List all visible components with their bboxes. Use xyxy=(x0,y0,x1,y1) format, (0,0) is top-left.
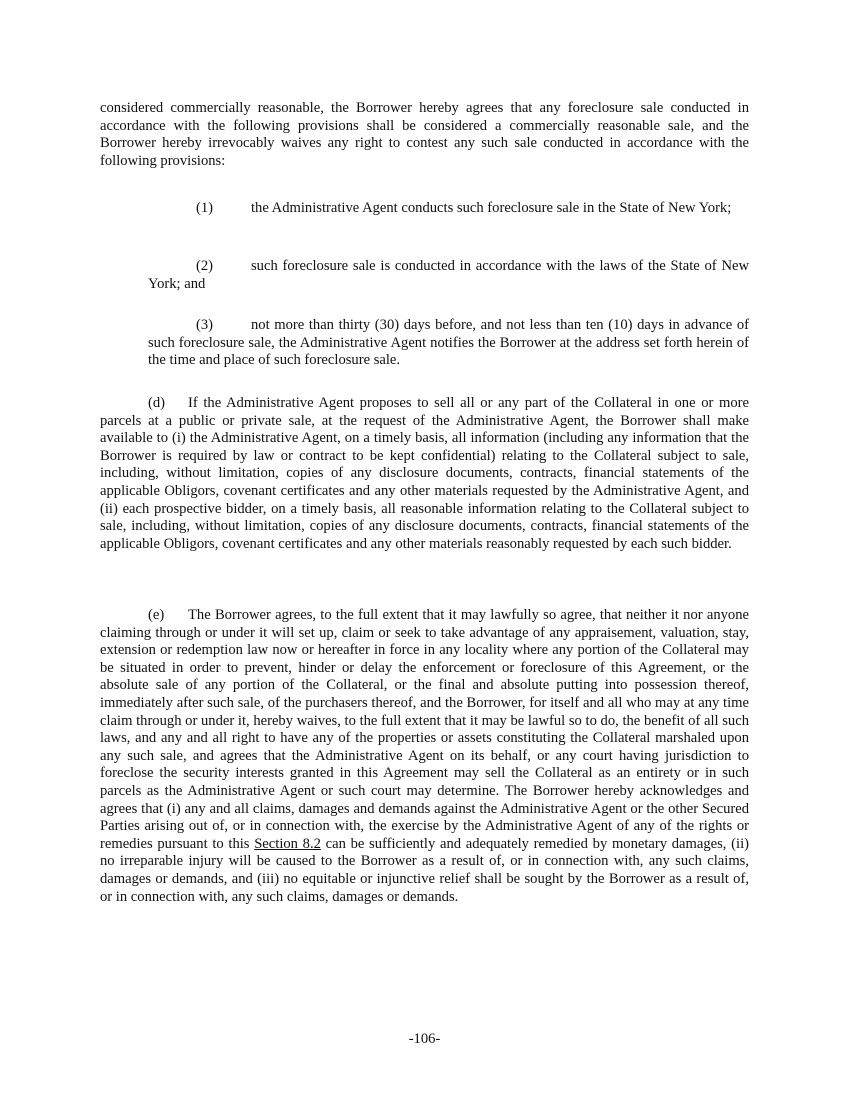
paragraph-e-text-end: can be sufficiently and adequately remedied by monetary damages, (ii) no irreparable injury will be caused to the Borrower as a result of, or in connection with, any such claims, damages or demands, and (iii) no equitable or injunctive relief shall be sought by the Borrower as a result of, or in connection with, any such claims, damages or demands. xyxy=(100,835,749,905)
paragraph-e-text: The Borrower agrees, to the full extent that it may lawfully so agree, that neither it nor anyone claiming through or under it will set up, claim or seek to take advantage of any appraisement, valuation, stay, extension or redemption law now or hereafter in force in any locality where any portion of the Collateral may be situated in order to prevent, hinder or delay the enforcement or foreclosure of this Agreement, or the absolute sale of any portion of the Collateral, or the final and absolute putting into possession thereof, immediately after such sale, of the purchasers thereof, and the Borrower, for itself and all who may at any time claim through or under it, hereby waives, to the full extent that it may be lawful so to do, the benefit of all such laws, and any and all right to have any of the properties or assets constituting the Collateral marshaled upon any such sale, and agrees that the Administrative Agent on its behalf, or any court having jurisdiction to foreclose the security interests granted in this Agreement may sell the Collateral as an entirety or in such parcels as the Administrative Agent or such court may determine. The Borrower hereby acknowledges and agrees that (i) any and all claims, damages and demands against the Administrative Agent or the other Secured Parties arising out of, or in connection with, the exercise by the Administrative Agent of any of the rights or remedies pursuant to this xyxy=(100,607,749,852)
paragraph-d-text: If the Administrative Agent proposes to sell all or any part of the Collateral in one or more parcels at a public or private sale, at the request of the Administrative Agent, the Borrower shall make available to (i) the Administrative Agent, on a timely basis, all information (including any information that the Borrower is required by law or contract to be kept confidential) relating to the Collateral subject to sale, including, without limitation, copies of any disclosure documents, contracts, financial statements of the applicable Obligors, covenant certificates and any other materials requested by the Administrative Agent, and (ii) each prospective bidder, on a timely basis, all reasonable information relating to the Collateral subject to sale, including, without limitation, copies of any disclosure documents, contracts, financial statements of the applicable Obligors, covenant certificates and any other materials reasonably requested by each such bidder. xyxy=(100,395,749,552)
list-item-text: not more than thirty (30) days before, and not less than ten (10) days in advance of such foreclosure sale, the Administrative Agent notifies the Borrower at the address set forth herein of the time and place of such foreclosure sale. xyxy=(148,317,749,369)
intro-paragraph: considered commercially reasonable, the Borrower hereby agrees that any foreclosure sale conducted in accordance with the following provisions shall be considered a commercially reasonable sale, and the Borrower hereby irrevocably waives any right to contest any such sale conducted in accordance with the following provisions: xyxy=(100,100,749,169)
list-item xyxy=(148,317,749,370)
paragraph-e xyxy=(100,607,749,906)
paragraph-d xyxy=(100,395,749,553)
paragraph-d-marker: (d) xyxy=(148,395,166,411)
list-item-marker: (3) xyxy=(196,317,214,333)
list-item xyxy=(148,200,749,218)
paragraph-e-marker: (e) xyxy=(148,607,165,623)
list-item-marker: (2) xyxy=(196,258,214,274)
list-item-text: such foreclosure sale is conducted in accordance with the laws of the State of New York; and xyxy=(148,258,749,292)
list-item-text: the Administrative Agent conducts such foreclosure sale in the State of New York; xyxy=(251,200,732,216)
page-number: -106- xyxy=(408,1031,441,1047)
section-reference: Section 8.2 xyxy=(254,835,321,852)
list-item xyxy=(148,258,749,293)
list-item-marker: (1) xyxy=(196,200,214,216)
